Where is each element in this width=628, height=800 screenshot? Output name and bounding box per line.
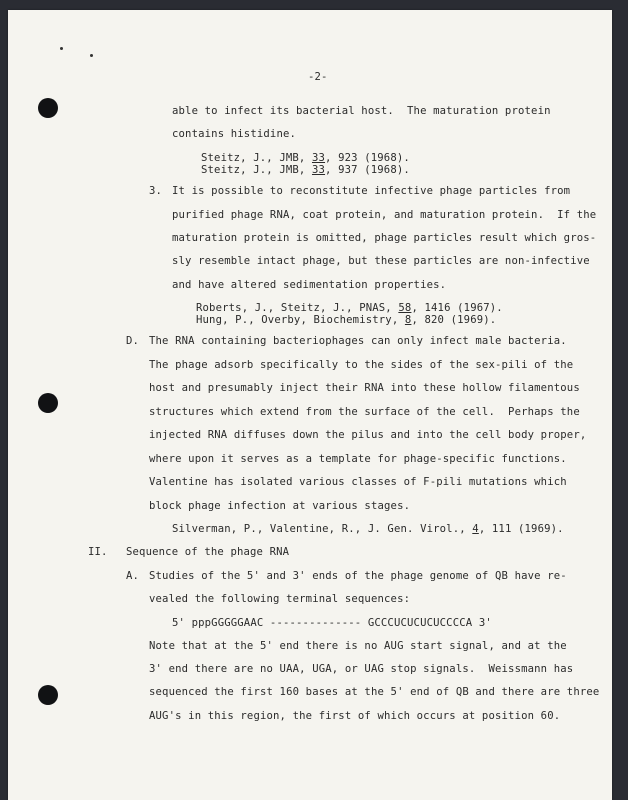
text-line: maturation protein is omitted, phage particles result which gros- (172, 232, 597, 244)
reference-line: Steitz, J., JMB, 33, 923 (1968). (201, 152, 410, 164)
text-line: purified phage RNA, coat protein, and maturation protein. If the (172, 209, 597, 221)
text-line: It is possible to reconstitute infective phage particles from (172, 185, 571, 197)
punch-hole-top (38, 98, 58, 118)
section-letter: D. (126, 335, 140, 347)
sequence-line: 5' pppGGGGGAAC -------------- GCCCUCUCUCUCCCCA 3' (172, 617, 492, 629)
text-line: 3' end there are no UAA, UGA, or UAG stop signals. Weissmann has (149, 663, 574, 675)
text-line: block phage infection at various stages. (149, 500, 411, 512)
text-line: host and presumably inject their RNA into these hollow filamentous (149, 382, 580, 394)
text-line: and have altered sedimentation properties. (172, 279, 447, 291)
punch-hole-bottom (38, 685, 58, 705)
reference-line: Hung, P., Overby, Biochemistry, 8, 820 (1969). (196, 314, 497, 326)
paper-speck (90, 54, 93, 57)
text-line: sly resemble intact phage, but these particles are non-infective (172, 255, 590, 267)
section-numeral: II. (88, 546, 108, 558)
reference-line: Silverman, P., Valentine, R., J. Gen. Virol., 4, 111 (1969). (172, 523, 564, 535)
text-line: contains histidine. (172, 128, 297, 140)
text-line: Valentine has isolated various classes of F-pili mutations which (149, 476, 567, 488)
text-line: sequenced the first 160 bases at the 5' end of QB and there are three (149, 686, 600, 698)
reference-line: Roberts, J., Steitz, J., PNAS, 58, 1416 (1967). (196, 302, 503, 314)
section-heading: Sequence of the phage RNA (126, 546, 290, 558)
document-page (8, 10, 612, 800)
text-line: injected RNA diffuses down the pilus and into the cell body proper, (149, 429, 587, 441)
paper-speck (60, 47, 63, 50)
section-letter: A. (126, 570, 140, 582)
text-line: The RNA containing bacteriophages can only infect male bacteria. (149, 335, 567, 347)
text-line: The phage adsorb specifically to the sides of the sex-pili of the (149, 359, 574, 371)
item-number: 3. (149, 185, 163, 197)
text-line: where upon it serves as a template for phage-specific functions. (149, 453, 567, 465)
text-line: structures which extend from the surface of the cell. Perhaps the (149, 406, 580, 418)
text-line: able to infect its bacterial host. The maturation protein (172, 105, 551, 117)
reference-line: Steitz, J., JMB, 33, 937 (1968). (201, 164, 410, 176)
page-number: -2- (308, 71, 328, 83)
text-line: Studies of the 5' and 3' ends of the phage genome of QB have re- (149, 570, 567, 582)
punch-hole-middle (38, 393, 58, 413)
text-line: AUG's in this region, the first of which occurs at position 60. (149, 710, 561, 722)
text-line: vealed the following terminal sequences: (149, 593, 411, 605)
text-line: Note that at the 5' end there is no AUG start signal, and at the (149, 640, 567, 652)
